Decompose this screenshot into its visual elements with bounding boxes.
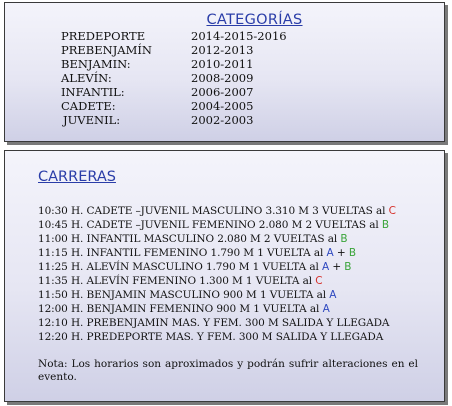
categoria-row	[61, 57, 253, 71]
carreras-title: CARRERAS	[38, 169, 116, 185]
race-row	[38, 260, 351, 274]
race-text: 11:15 H. INFANTIL FEMENINO 1.790 M 1 VUELTA al	[38, 247, 327, 259]
race-row	[38, 302, 330, 316]
race-row	[38, 330, 383, 344]
race-lap-letter: B	[340, 233, 348, 245]
race-text: 12:20 H. PREDEPORTE MAS. Y FEM. 300 M SALIDA Y LLEGADA	[38, 331, 384, 343]
race-lap-letter: A	[326, 247, 334, 259]
categoria-row	[63, 113, 253, 127]
race-plus: +	[333, 247, 349, 259]
categoria-years: 2012-2013	[191, 43, 254, 57]
categoria-years: 2014-2015-2016	[191, 29, 287, 43]
categoria-name: CADETE:	[61, 99, 116, 113]
race-text: 12:00 H. BENJAMIN FEMENINO 900 M 1 VUELTA al	[38, 303, 323, 315]
race-text: 11:35 H. ALEVÍN FEMENINO 1.300 M 1 VUELTA al	[38, 275, 316, 287]
race-row	[38, 246, 356, 260]
race-row	[38, 274, 323, 288]
categoria-years: 2010-2011	[191, 57, 254, 71]
race-lap-letter: A	[322, 261, 330, 273]
categorias-title	[5, 12, 444, 28]
race-text: 10:30 H. CADETE –JUVENIL MASCULINO 3.310 M 3 VUELTAS al	[38, 205, 389, 217]
race-lap-letter: A	[322, 303, 330, 315]
race-lap-letter: B	[348, 247, 356, 259]
race-row	[38, 232, 347, 246]
categoria-years: 2004-2005	[191, 99, 254, 113]
race-row	[38, 288, 336, 302]
race-text: 12:10 H. PREBENJAMIN MAS. Y FEM. 300 M SALIDA Y LLEGADA	[38, 317, 390, 329]
race-lap-letter: C	[315, 275, 323, 287]
race-text: 11:00 H. INFANTIL MASCULINO 2.080 M 2 VUELTAS al	[38, 233, 341, 245]
race-row	[38, 204, 396, 218]
categoria-years: 2008-2009	[191, 71, 254, 85]
categoria-name: ALEVÍN:	[61, 71, 112, 85]
race-text: 11:50 H. BENJAMIN MASCULINO 900 M 1 VUELTA al	[38, 289, 330, 301]
categoria-years: 2002-2003	[191, 113, 254, 127]
categoria-name: INFANTIL:	[61, 85, 125, 99]
categoria-name: PREBENJAMÍN	[61, 43, 152, 57]
categorias-title-text: CATEGORÍAS	[206, 12, 303, 28]
categoria-row	[61, 29, 287, 43]
race-lap-letter: B	[344, 261, 352, 273]
categoria-years: 2006-2007	[191, 85, 254, 99]
categoria-name: BENJAMIN:	[61, 57, 131, 71]
categorias-panel	[4, 2, 445, 142]
race-lap-letter: A	[329, 289, 337, 301]
race-row	[38, 218, 389, 232]
race-text: 11:25 H. ALEVÍN MASCULINO 1.790 M 1 VUELTA al	[38, 261, 322, 273]
categoria-name: PREDEPORTE	[61, 29, 146, 43]
categoria-name: JUVENIL:	[63, 113, 121, 127]
categoria-row	[61, 99, 253, 113]
race-lap-letter: C	[388, 205, 396, 217]
race-plus: +	[329, 261, 345, 273]
categoria-row	[61, 71, 253, 85]
race-lap-letter: B	[381, 219, 389, 231]
note-text: Nota: Los horarios son aproximados y podrán sufrir alteraciones en el evento.	[38, 358, 418, 383]
carreras-panel	[4, 150, 445, 402]
race-text: 10:45 H. CADETE –JUVENIL FEMENINO 2.080 M 2 VUELTAS al	[38, 219, 382, 231]
categoria-row	[61, 43, 253, 57]
race-row	[38, 316, 389, 330]
categoria-row	[61, 85, 253, 99]
